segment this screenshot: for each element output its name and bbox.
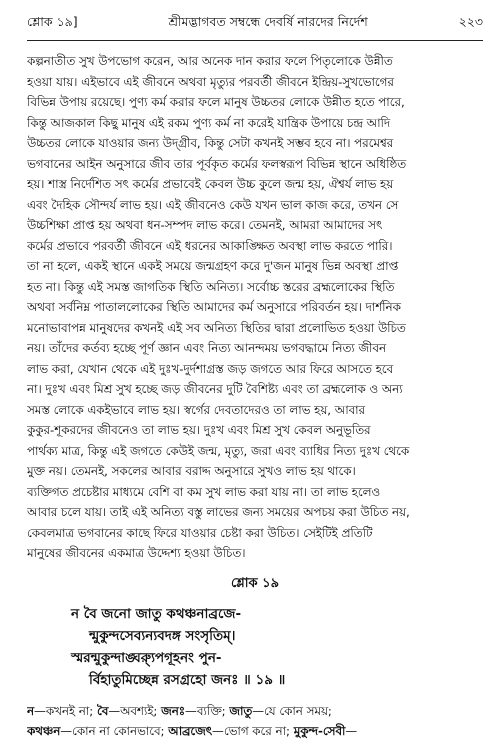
page-number: ২২৩ (458, 14, 483, 29)
gloss-term: আব্রজেৎ (168, 723, 213, 738)
verse-line: র্বিহাতুমিচ্ছেন্ন রসগ্রহো জনঃ ॥ ১৯ ॥ (89, 671, 286, 688)
gloss-term: জনঃ (161, 703, 186, 718)
paragraph-line: কল্পনাতীত সুখ উপভোগ করেন, আর অনেক দান করার ফলে পিতৃলোকে উন্নীত (27, 54, 393, 68)
paragraph-line: কেবলমাত্র ভগবানের কাছে ফিরে যাওয়ার চেষ্টা করা উচিত। সেইটিই প্রতিটি (27, 525, 373, 540)
paragraph-line: তা না হলে, একই স্থানে একই সময়ে জন্মগ্রহণ করে দু'জন মানুষ ভিন্ন অবস্থা প্রাপ্ত (27, 259, 399, 273)
paragraph-line: লাভ করা, যেখান থেকে এই দুঃখ-দুর্দশাগ্রস্ত জড় জগতে আর ফিরে আসতে হবে (27, 361, 394, 376)
chapter-verse-ref: শ্লোক ১৯] (27, 14, 78, 29)
paragraph-line: মুক্ত নয়। তেমনই, সকলের আবার বরাদ্দ অনুসারে সুখও লাভ হয় থাকে। (27, 464, 356, 478)
paragraph-line: বিভিন্ন উপায় রয়েছে। পুণ্য কর্ম করার ফলে মানুষ উচ্চতর লোকে উন্নীত হতে পারে, (27, 95, 405, 109)
verse-heading: শ্লোক ১৯ (230, 575, 280, 591)
gloss-line: ন—কখনই না; বৈ—অবশ্যই; জনঃ—ব্যক্তি; জাতু—যে কোন সময়; (27, 703, 332, 718)
paragraph-line: কর্মের প্রভাবে পরবর্তী জীবনে এই ধরনের আকাঙ্ক্ষিত অবস্থা লাভ করতে পারি। (27, 238, 393, 253)
page-header (27, 0, 483, 34)
paragraph-line: হওয়া যায়। এইভাবে এই জীবনে অথবা মৃত্যুর পরবর্তী জীবনে ইন্দ্রিয়-সুখভোগের (27, 74, 394, 89)
gloss-term: কথঞ্চন (27, 723, 61, 738)
gloss-term: জাতু (229, 703, 253, 718)
paragraph-line: কিন্তু আজকাল কিছু মানুষ এই রকম পুণ্য কর্ম না করেই যান্ত্রিক উপায়ে চন্দ্র আদি (27, 115, 391, 130)
gloss-meaning: কোন না কোনভাবে; (72, 723, 165, 738)
paragraph-line: অথবা সর্বনিম্ন পাতাললোকের স্থিতি আমাদের কর্ম অনুসারে পরিবর্তন হয়। দার্শনিক (27, 300, 401, 314)
gloss-line: কথঞ্চন—কোন না কোনভাবে; আব্রজেৎ—ভোগ করে না; মুকুন্দ-সেবী— (27, 723, 358, 738)
paragraph-line: হত না। কিন্তু এই সমস্ত জাগতিক স্থিতি অনিত্য। সর্বোচ্চ স্তরের ব্রহ্মলোকের স্থিতি (27, 279, 395, 294)
gloss-meaning: যে কোন সময়; (264, 703, 332, 718)
header-rule (27, 40, 483, 41)
paragraph-line: উচ্চশিক্ষা প্রাপ্ত হয় অথবা ধন-সম্পদ লাভ করে। তেমনই, আমরা আমাদের সৎ (27, 218, 383, 232)
paragraph-line: মানুষের জীবনের একমাত্র উদ্দেশ্য হওয়া উচিত। (27, 546, 246, 560)
word-for-word-gloss (27, 701, 483, 741)
paragraph-line: ভগবানের আইন অনুসারে জীব তার পূর্বকৃত কর্মের ফলস্বরূপ বিভিন্ন স্থানে অধিষ্ঠিত (27, 156, 407, 171)
paragraph-line: পার্থক্য মাত্র, কিন্তু এই জগতে কেউই জন্ম, মৃত্যু, জরা এবং ব্যাধির নিত্য দুঃখ থেকে (27, 443, 410, 458)
paragraph-line: নয়। তাঁদের কর্তব্য হচ্ছে পূর্ণ জ্ঞান এবং নিত্য আনন্দময় ভগবদ্ধামে নিত্য জীবন (27, 341, 386, 355)
sanskrit-verse (71, 603, 483, 691)
paragraph-line: এবং দৈহিক সৌন্দর্য লাভ হয়। এই জীবনেও কেউ যখন ভাল কাজ করে, তখন সে (27, 197, 399, 212)
gloss-term: মুকুন্দ-সেবী (293, 723, 346, 738)
paragraph-line: হয়। শাস্ত্র নির্দেশিত সৎ কর্মের প্রভাবেই কেবল উচ্চ কুলে জন্ম হয়, ঐশ্বর্য লাভ হয় (27, 177, 394, 191)
purport-paragraph (27, 51, 483, 564)
paragraph-line: কুকুর-শূকরদের জীবনেও তা লাভ হয়। দুঃখ এবং মিশ্র সুখ কেবল অনুভূতির (27, 423, 371, 437)
paragraph-line: আবার চলে যায়। তাই এই অনিত্য বস্তু লাভের জন্য সময়ের অপচয় করা উচিত নয়, (27, 505, 410, 519)
verse-line: স্মরন্মুকুন্দাঙ্ঘ্র্যুপগূহনং পুন- (71, 649, 222, 666)
paragraph-line: না। দুঃখ এবং মিশ্র সুখ হচ্ছে জড় জীবনের দুটি বৈশিষ্ট্য এবং তা ব্রহ্মলোক ও অন্য (27, 382, 403, 396)
gloss-meaning: কখনই না; (45, 703, 94, 718)
paragraph-line: ব্যক্তিগত প্রচেষ্টার মাধ্যমে বেশি বা কম সুখ লাভ করা যায় না। তা লাভ হলেও (27, 484, 381, 499)
verse-line: ন বৈ জনো জাতু কথঞ্চনাব্রজে- (71, 605, 242, 622)
paragraph-line: উচ্চতর লোকে যাওয়ার জন্য উদ্গ্রীব, কিন্তু সেটা কখনই সম্ভব হবে না। পরমেশ্বর (27, 136, 394, 150)
paragraph-line: সমস্ত লোকে একইভাবে লাভ হয়। স্বর্গের দেবতাদেরও তা লাভ হয়, আবার (27, 402, 366, 417)
verse-line: ন্মুকুন্দসেব্যন্যবদঙ্গ সংসৃতিম্। (89, 627, 236, 644)
gloss-term: বৈ (96, 703, 109, 718)
gloss-meaning: ব্যক্তি; (196, 703, 226, 718)
gloss-term: ন (27, 703, 35, 718)
gloss-meaning: ভোগ করে না; (223, 723, 290, 738)
running-title: শ্রীমদ্ভাগবত সম্বন্ধে দেবর্ষি নারদের নির্দেশ (168, 14, 368, 29)
gloss-meaning: অবশ্যই; (120, 703, 158, 718)
paragraph-line: মনোভাবাপন্ন মানুষদের কখনই এই সব অনিত্য স্থিতির দ্বারা প্রলোভিত হওয়া উচিত (27, 320, 406, 335)
